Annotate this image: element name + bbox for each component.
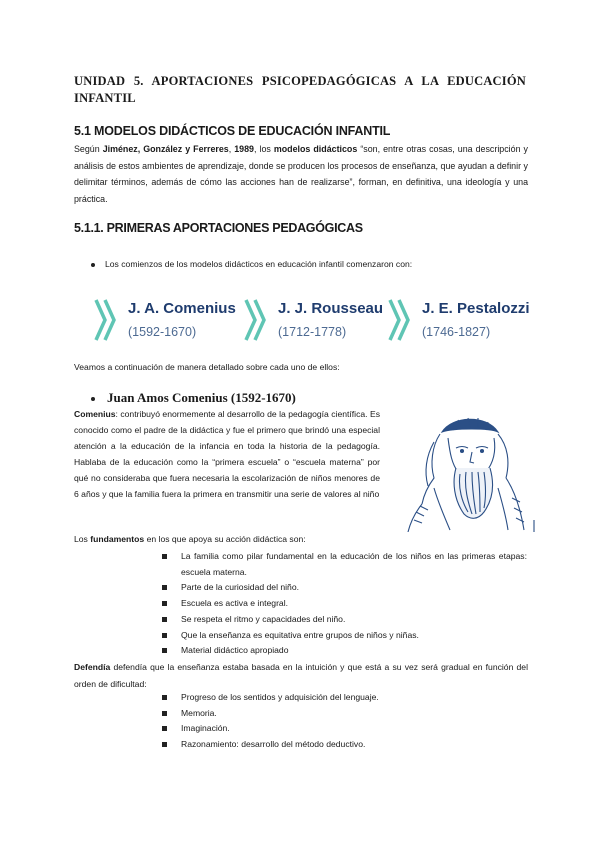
para-text: Según: [74, 144, 103, 154]
para-text: ,: [228, 144, 235, 154]
square-bullet-icon: [162, 695, 167, 700]
item-text: Material didáctico apropiado: [181, 645, 289, 656]
didactic-models-paragraph: [74, 141, 528, 207]
item-text: Razonamiento: desarrollo del método deductivo.: [181, 739, 366, 750]
pedagogue-name: J. E. Pestalozzi: [422, 300, 530, 317]
para-text: : contribuyó enormemente al desarrollo de la pedagogía científica. Es conocido como el padre de la didáctica y fue el primero que brindó una especial atención a la educación de la infancia en toda la historia de la pedagogía. Hablaba de la educación como la “primera escuela” o “escuela materna” por qué no consideraba que fuera necesaria la escolarización de niños menores de 6 años y que la familia fuera la primera en transmitir una serie de valores al niño: [74, 409, 380, 499]
square-bullet-icon: [162, 617, 167, 622]
list-item: [181, 596, 527, 612]
list-item: [181, 612, 527, 628]
intro-text: Veamos a continuación de manera detallado sobre cada uno de ellos:: [74, 362, 340, 372]
list-item: [181, 690, 521, 706]
square-bullet-icon: [162, 742, 167, 747]
para-text: defendía que la enseñanza estaba basada en la intuición y que está a su vez será gradual en función del orden de dificultad:: [74, 662, 528, 689]
square-bullet-icon: [162, 554, 167, 559]
list-item: [181, 643, 527, 659]
item-text: Imaginación.: [181, 723, 230, 734]
list-item: [181, 706, 521, 722]
year: 1989: [234, 144, 254, 154]
term: modelos didácticos: [273, 144, 358, 154]
list-item: [181, 580, 527, 596]
item-text: Progreso de los sentidos y adquisición del lenguaje.: [181, 692, 379, 702]
double-chevron-icon: [242, 298, 272, 342]
defendia-list: [181, 690, 521, 753]
list-item: [181, 737, 521, 753]
label: fundamentos: [90, 534, 145, 544]
square-bullet-icon: [162, 711, 167, 716]
fundamentos-list: [181, 549, 527, 659]
defendia-paragraph: [74, 659, 528, 692]
bullet-text: Los comienzos de los modelos didácticos en educación infantil comenzaron con:: [105, 259, 413, 269]
label: Comenius: [74, 409, 116, 419]
item-text: Escuela es activa e integral.: [181, 598, 289, 609]
bullet-icon: [91, 397, 95, 401]
unit-title: UNIDAD 5. APORTACIONES PSICOPEDAGÓGICAS A LA EDUCACIÓN INFANTIL: [74, 74, 526, 105]
list-item: [91, 259, 412, 269]
square-bullet-icon: [162, 585, 167, 590]
comenius-heading: [91, 390, 296, 406]
section-5-1-title: 5.1 MODELOS DIDÁCTICOS DE EDUCACIÓN INFANTIL: [74, 124, 391, 138]
list-item: [181, 721, 521, 737]
authors: Jiménez, González y Ferreres: [102, 144, 229, 154]
para-text: “son, entre otras cosas, una descripción y análisis de estos ambientes de aprendizaje, donde se producen los procesos de enseñanza, que ayudan a definir y delimitar términos, además de cómo las acciones han de realizarse”, forman, en definitiva, una ideología y una práctica.: [74, 144, 528, 204]
square-bullet-icon: [162, 648, 167, 653]
fundamentos-intro: [74, 534, 306, 544]
bullet-icon: [91, 263, 95, 267]
comenius-paragraph: [74, 407, 380, 502]
text: en los que apoya su acción didáctica son:: [144, 534, 306, 544]
label: Defendía: [74, 662, 111, 672]
pedagogue-years: (1746-1827): [422, 325, 491, 339]
pedagogue-name: J. A. Comenius: [128, 300, 236, 317]
item-text: Que la enseñanza es equitativa entre grupos de niños y niñas.: [181, 629, 419, 640]
square-bullet-icon: [162, 601, 167, 606]
list-item: [181, 549, 527, 580]
pedagogue-years: (1712-1778): [278, 325, 347, 339]
item-text: Se respeta el ritmo y capacidades del niño.: [181, 613, 346, 624]
item-text: Parte de la curiosidad del niño.: [181, 582, 300, 593]
item-text: Memoria.: [181, 707, 217, 718]
pedagogue-name: J. J. Rousseau: [278, 300, 384, 317]
double-chevron-icon: [386, 298, 416, 342]
square-bullet-icon: [162, 633, 167, 638]
text: Los: [74, 534, 91, 544]
list-item: [181, 628, 527, 644]
heading-text: Juan Amos Comenius (1592-1670): [107, 390, 296, 405]
comenius-portrait-icon: [394, 402, 538, 532]
section-5-1-1-title: 5.1.1. PRIMERAS APORTACIONES PEDAGÓGICAS: [74, 221, 363, 235]
para-text: , los: [253, 144, 274, 154]
item-text: La familia como pilar fundamental en la educación de los niños en las primeras etapas: escuela materna.: [181, 551, 527, 577]
square-bullet-icon: [162, 726, 167, 731]
pedagogues-banner: [92, 290, 532, 350]
pedagogue-years: (1592-1670): [128, 325, 197, 339]
double-chevron-icon: [92, 298, 122, 342]
